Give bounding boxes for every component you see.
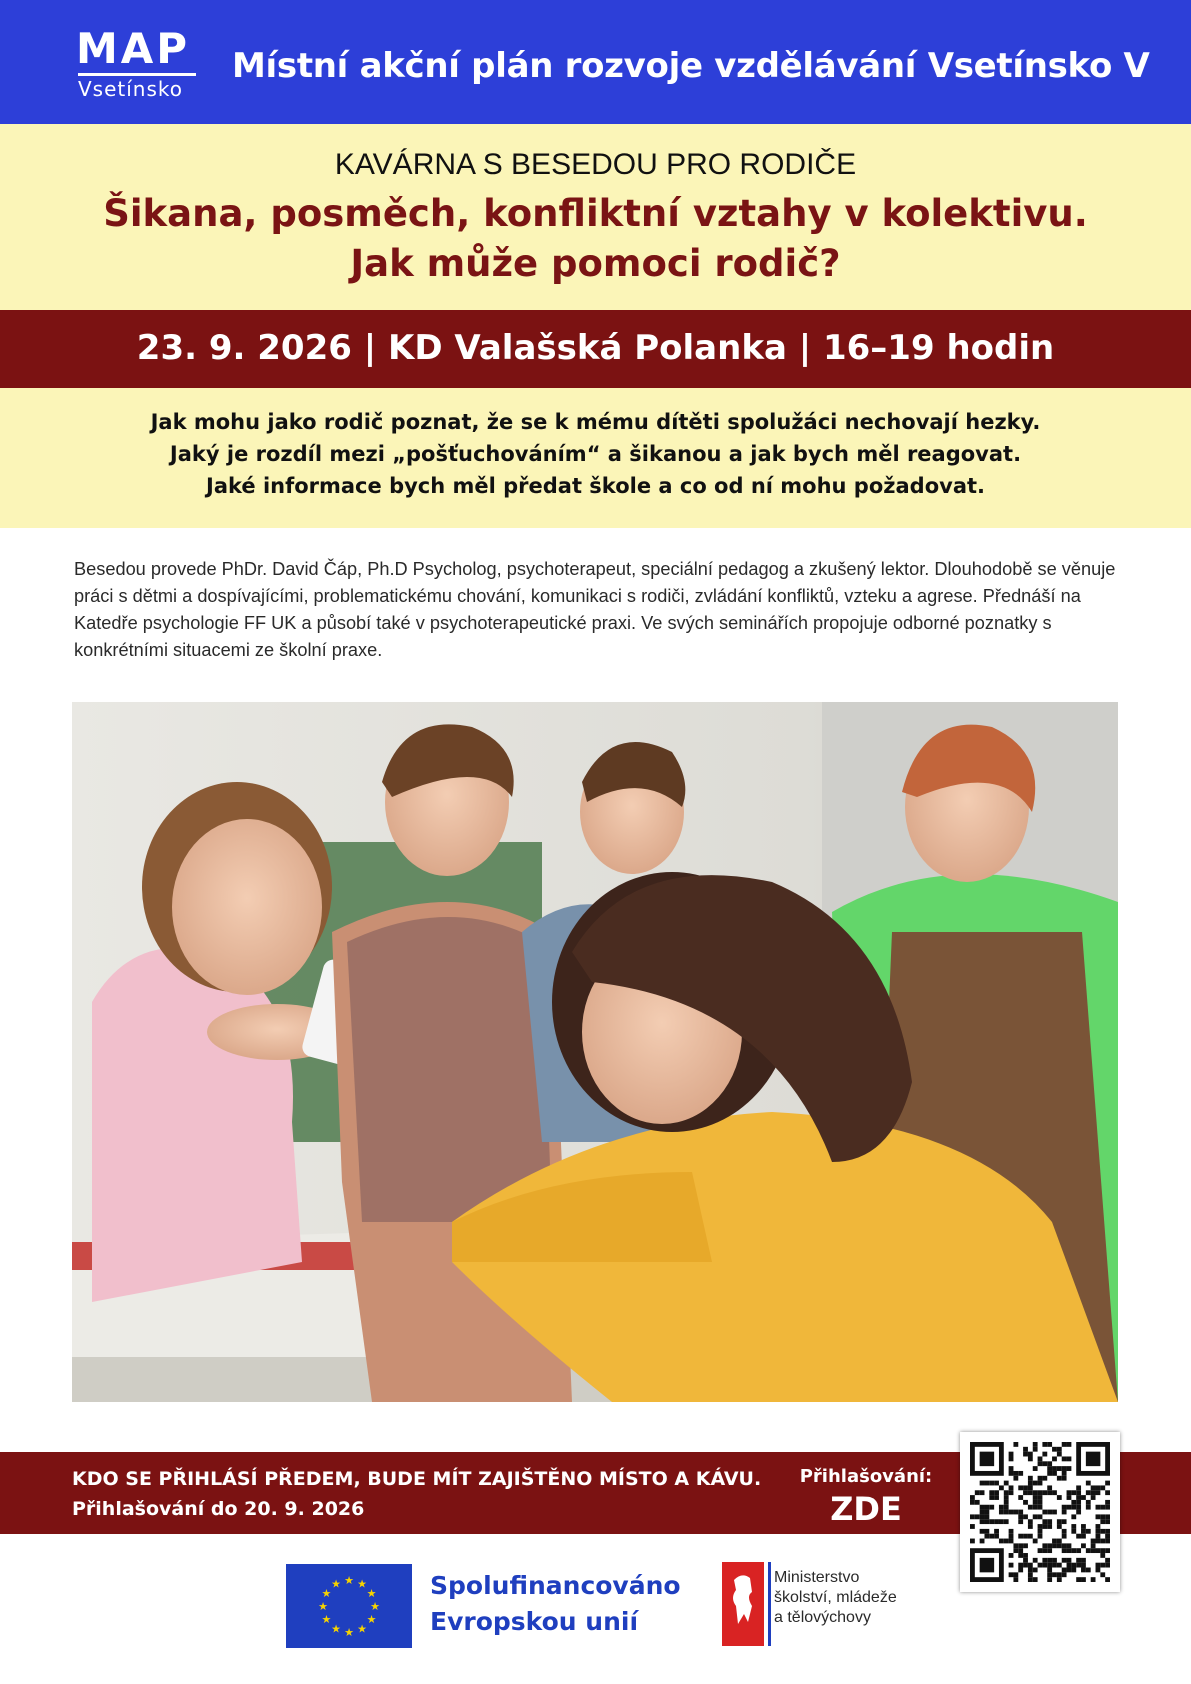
photo-illustration — [72, 702, 1118, 1402]
svg-text:★: ★ — [357, 1622, 367, 1636]
event-kicker: KAVÁRNA S BESEDOU PRO RODIČE — [334, 148, 857, 181]
headline-line-1: Šikana, posměch, konfliktní vztahy v kolektivu. — [103, 192, 1088, 235]
registration-link[interactable]: ZDE — [830, 1490, 902, 1528]
logo-text: MAP — [76, 24, 191, 73]
logo-underline — [78, 73, 196, 76]
qr-code-icon[interactable] — [960, 1432, 1120, 1592]
questions-section — [0, 388, 1191, 528]
question-item: Jak mohu jako rodič poznat, že se k mému dítěti spolužáci nechovají hezky. — [150, 410, 1041, 434]
msmt-line-2: školství, mládeže — [774, 1589, 897, 1606]
registration-deadline: Přihlašování do 20. 9. 2026 — [72, 1498, 365, 1520]
event-details-band — [0, 310, 1191, 388]
msmt-line-1: Ministerstvo — [774, 1569, 860, 1586]
msmt-emblem-icon — [722, 1562, 764, 1646]
eu-text-line-2: Evropskou unií — [430, 1607, 639, 1636]
event-details: 23. 9. 2026 | KD Valašská Polanka | 16–19 hodin — [136, 328, 1055, 368]
qr-code-pattern — [970, 1442, 1110, 1582]
question-item: Jaké informace bych měl předat škole a co od ní mohu požadovat. — [206, 474, 985, 498]
svg-text:★: ★ — [357, 1577, 367, 1591]
question-item: Jaký je rozdíl mezi „pošťuchováním“ a šikanou a jak bych měl reagovat. — [169, 442, 1022, 466]
svg-text:★: ★ — [331, 1622, 341, 1636]
svg-text:★: ★ — [331, 1577, 341, 1591]
logo-subtext: Vsetínsko — [78, 77, 184, 101]
registration-note: KDO SE PŘIHLÁSÍ PŘEDEM, BUDE MÍT ZAJIŠTĚNO MÍSTO A KÁVU. — [72, 1468, 762, 1490]
eu-text-line-1: Spolufinancováno — [430, 1571, 681, 1600]
msmt-logo — [722, 1562, 922, 1648]
event-headline — [0, 189, 1191, 289]
svg-text:★: ★ — [366, 1613, 377, 1626]
msmt-name — [774, 1568, 897, 1628]
registration-label: Přihlašování: — [799, 1466, 933, 1487]
eu-flag-icon — [286, 1564, 412, 1648]
intro-section — [0, 124, 1191, 310]
svg-text:★: ★ — [321, 1587, 332, 1600]
msmt-divider — [768, 1562, 771, 1646]
header-banner — [0, 0, 1191, 124]
svg-text:★: ★ — [370, 1600, 380, 1613]
svg-text:★: ★ — [344, 1574, 354, 1587]
header-title: Místní akční plán rozvoje vzdělávání Vsetínsko V — [232, 46, 1150, 86]
svg-text:★: ★ — [321, 1613, 332, 1626]
classroom-bullying-photo — [72, 702, 1118, 1402]
svg-text:★: ★ — [366, 1587, 377, 1600]
eu-cofinance-text — [430, 1568, 681, 1640]
map-logo — [76, 24, 200, 101]
eu-stars — [286, 1564, 412, 1648]
headline-line-2: Jak může pomoci rodič? — [350, 242, 841, 285]
svg-text:★: ★ — [318, 1600, 328, 1613]
lion-icon — [722, 1562, 764, 1646]
speaker-bio: Besedou provede PhDr. David Čáp, Ph.D Psycholog, psychoterapeut, speciální pedagog a zkušený lektor. Dlouhodobě se věnuje práci s dětmi a dospívajícími, problematickému chování, komunikaci s rodiči, zvládání konfliktů, vzteku a agrese. Přednáší na Katedře psychologie FF UK a působí také v psychoterapeutické praxi. Ve svých seminářích propojuje odborné poznatky s konkrétními situacemi ze školní praxe. — [74, 559, 1116, 660]
msmt-line-3: a tělovýchovy — [774, 1609, 871, 1626]
svg-text:★: ★ — [344, 1626, 354, 1639]
